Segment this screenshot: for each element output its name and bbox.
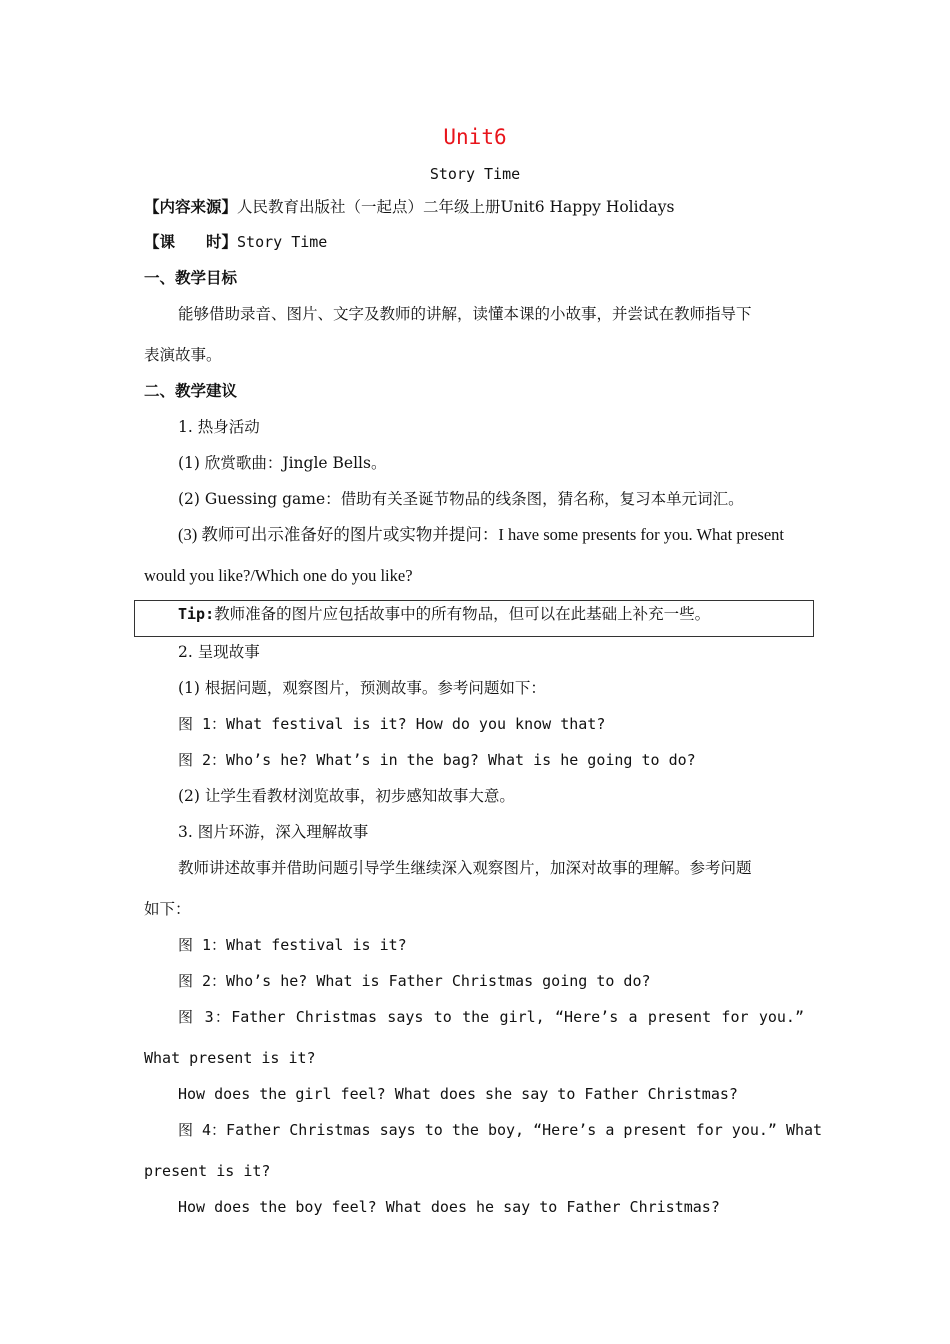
step-3-question-4-line-2: present is it? (144, 1162, 271, 1180)
step-3-question-1: 图 1：What festival is it? (178, 936, 407, 954)
step-3-question-3-line-1: 图 3：Father Christmas says to the girl, “Here’s a present for you.” (178, 1008, 804, 1026)
step-1-item-1: (1) 欣赏歌曲：Jingle Bells。 (178, 454, 387, 472)
step-1-heading: 1. 热身活动 (178, 418, 260, 436)
step-1-item-3-line-2: would you like?/Which one do you like? (144, 566, 413, 585)
tip-label: Tip: (178, 605, 215, 623)
step-2-item-2: (2) 让学生看教材浏览故事，初步感知故事大意。 (178, 787, 515, 805)
tip-text: 教师准备的图片应包括故事中的所有物品，但可以在此基础上补充一些。 (214, 605, 711, 623)
step-3-question-2: 图 2：Who’s he? What is Father Christmas going to do? (178, 972, 651, 990)
step-2-question-2: 图 2：Who’s he? What’s in the bag? What is he going to do? (178, 751, 696, 769)
source-label: 【内容来源】 (144, 197, 238, 216)
period-label: 【课 时】 (144, 232, 238, 251)
objective-line-1: 能够借助录音、图片、文字及教师的讲解，读懂本课的小故事，并尝试在教师指导下 (178, 305, 752, 323)
step-3-intro-line-1: 教师讲述故事并借助问题引导学生继续深入观察图片，加深对故事的理解。参考问题 (178, 859, 752, 877)
source-line (144, 197, 674, 217)
step-3-question-4-line-1: 图 4：Father Christmas says to the boy, “Here’s a present for you.” What (178, 1121, 823, 1139)
step-3-heading: 3. 图片环游，深入理解故事 (178, 823, 369, 841)
step-2-item-1: (1) 根据问题，观察图片，预测故事。参考问题如下： (178, 679, 546, 697)
tip-line (178, 604, 710, 624)
step-2-heading: 2. 呈现故事 (178, 643, 260, 661)
section-heading-objectives: 一、教学目标 (144, 268, 238, 287)
step-1-item-3-line-1: (3) 教师可出示准备好的图片或实物并提问：I have some presents for you. What present (178, 525, 784, 544)
step-3-question-3-line-2: What present is it? (144, 1049, 316, 1067)
section-heading-suggestions: 二、教学建议 (144, 381, 238, 400)
objective-line-2: 表演故事。 (144, 346, 222, 364)
period-line (144, 232, 327, 252)
step-3-question-3-line-3: How does the girl feel? What does she say to Father Christmas? (178, 1085, 738, 1103)
step-3-intro-line-2: 如下： (144, 900, 191, 918)
step-3-question-4-line-3: How does the boy feel? What does he say to Father Christmas? (178, 1198, 720, 1216)
source-text: 人民教育出版社（一起点）二年级上册Unit6 Happy Holidays (237, 198, 675, 216)
step-2-question-1: 图 1：What festival is it? How do you know that? (178, 715, 606, 733)
period-text: Story Time (237, 233, 328, 251)
step-1-item-2: (2) Guessing game：借助有关圣诞节物品的线条图，猜名称，复习本单元词汇。 (178, 490, 744, 508)
document-subtitle: Story Time (429, 165, 521, 183)
document-title: Unit6 (443, 125, 507, 149)
